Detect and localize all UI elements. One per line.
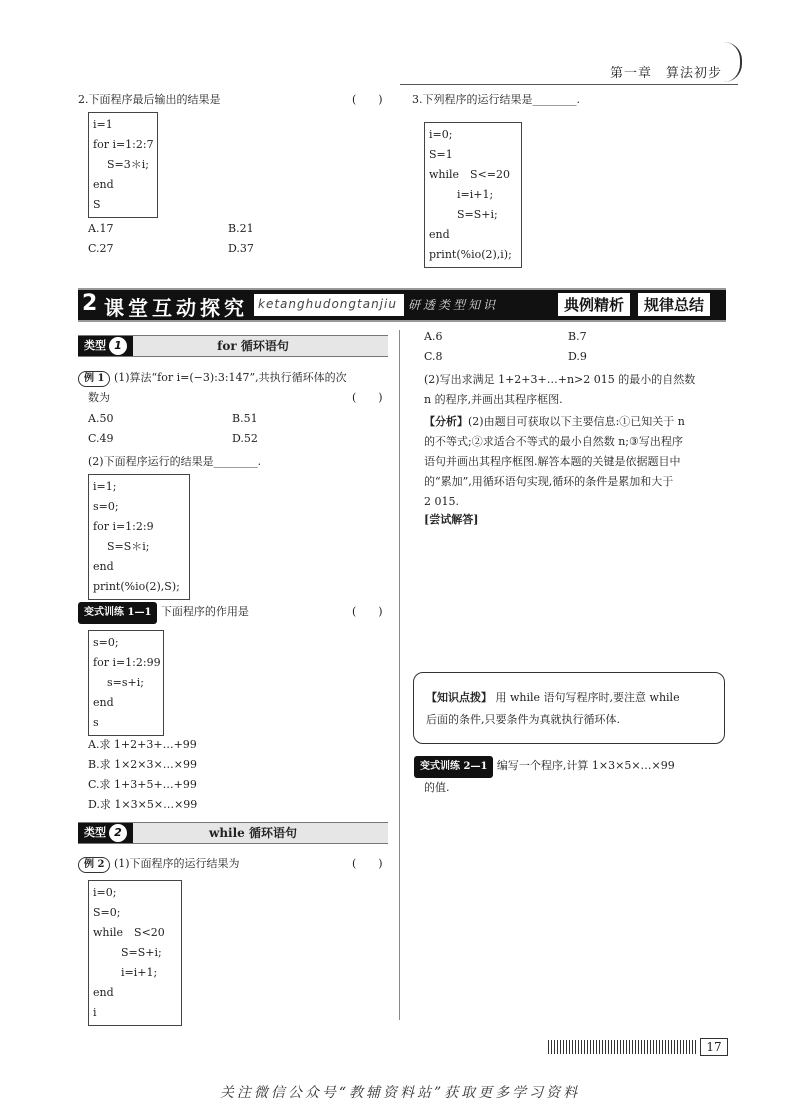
code-line: i=i+1;	[429, 188, 494, 201]
code-line: s	[93, 716, 99, 729]
chapter-title: 第一章 算法初步	[609, 66, 722, 81]
option-a: A.50	[88, 412, 114, 425]
code-line: i=1	[93, 118, 113, 131]
analysis-line4: 的“累加”,用循环语句实现,循环的条件是累加和大于	[424, 475, 674, 488]
code-line: while S<20	[93, 926, 165, 939]
option-b: B.求 1×2×3×…×99	[88, 758, 197, 771]
banner-pinyin-box	[254, 294, 404, 316]
analysis-line2: 的不等式;②求适合不等式的最小自然数 n;③写出程序	[424, 435, 683, 448]
example-1-line2: 数为	[88, 391, 110, 404]
code-line: i=0;	[93, 886, 117, 899]
code-line: i=i+1;	[93, 966, 158, 979]
code-line: for i=1:2:7	[93, 138, 154, 151]
header-curve-decoration	[724, 42, 742, 82]
option-b: B.51	[232, 412, 258, 425]
option-b: B.21	[228, 222, 254, 235]
training-label: 变式训练 1—1	[78, 602, 157, 624]
code-line: i=1;	[93, 480, 117, 493]
option-c: C.27	[88, 242, 114, 255]
option-d: D.求 1×3×5×…×99	[88, 798, 198, 811]
code-line: print(%io(2),S);	[93, 580, 180, 593]
option-a: A.求 1+2+3+…+99	[88, 738, 197, 751]
code-line: for i=1:2:9	[93, 520, 154, 533]
code-line: print(%io(2),i);	[429, 248, 512, 261]
tip-text: 【知识点拨】 用 while 语句写程序时,要注意 while 后面的条件,只要条件为真就执行循环体.	[426, 691, 680, 726]
column-divider	[399, 330, 400, 1020]
code-line: end	[93, 178, 114, 191]
banner-title: 课堂互动探究	[104, 296, 248, 320]
example-2-line1: 例 2 (1)下面程序的运行结果为	[78, 854, 240, 874]
code-line: S=3＊i;	[93, 158, 149, 171]
option-c: C.求 1+3+5+…+99	[88, 778, 197, 791]
example-2-part2-line2: n 的程序,并画出其程序框图.	[424, 393, 563, 406]
page-number: 17	[700, 1038, 728, 1056]
example-1-line1: 例 1 (1)算法“for i=(−3):3:147”,共执行循环体的次	[78, 368, 347, 388]
code-block-train11	[88, 630, 164, 736]
option-b: B.7	[568, 330, 587, 343]
option-c: C.8	[424, 350, 443, 363]
banner-tag-examples: 典例精析	[558, 293, 630, 316]
code-line: S=1	[429, 148, 453, 161]
answer-paren: ( )	[352, 857, 383, 870]
answer-paren: ( )	[352, 391, 383, 404]
code-line: end	[93, 986, 114, 999]
variant-training-2-1-line2: 的值.	[424, 781, 450, 794]
type-tag: 类型 2	[78, 823, 133, 843]
header-rule	[400, 84, 738, 85]
analysis-line5: 2 015.	[424, 495, 459, 508]
variant-training-1-1: 变式训练 1—1 下面程序的作用是	[78, 602, 249, 624]
option-a: A.17	[88, 222, 114, 235]
answer-paren: ( )	[352, 93, 383, 106]
section-banner	[78, 288, 726, 322]
section-title: while 循环语句	[209, 826, 297, 840]
section-type-1	[78, 335, 388, 357]
code-line: s=0;	[93, 500, 119, 513]
code-block-q3	[424, 122, 522, 268]
analysis-line3: 语句并画出其程序框图.解答本题的关键是依据题目中	[424, 455, 681, 468]
page-number-bar	[548, 1040, 696, 1054]
type-tag: 类型 1	[78, 336, 133, 356]
example-label: 例 2	[78, 857, 110, 873]
code-line: S=S+i;	[93, 946, 162, 959]
example-2-part2-line1: (2)写出求满足 1+2+3+…+n>2 015 的最小的自然数	[424, 373, 696, 386]
analysis-label: 【分析】	[424, 415, 468, 428]
type-number: 1	[109, 337, 127, 355]
code-line: while S<=20	[429, 168, 511, 181]
code-line: for i=1:2:99	[93, 656, 161, 669]
code-line: s=0;	[93, 636, 119, 649]
code-line: S=S＊i;	[93, 540, 150, 553]
option-d: D.9	[568, 350, 587, 363]
variant-training-2-1: 变式训练 2—1 编写一个程序,计算 1×3×5×…×99	[414, 756, 675, 778]
question-3: 3.下列程序的运行结果是________.	[412, 93, 580, 106]
option-d: D.37	[228, 242, 254, 255]
answer-paren: ( )	[352, 605, 383, 618]
footer-note: 关注微信公众号“教辅资料站”获取更多学习资料	[219, 1085, 581, 1101]
code-line: s=s+i;	[93, 676, 144, 689]
code-block-q2	[88, 112, 158, 218]
tip-label: 【知识点拨】	[426, 691, 492, 704]
code-line: S	[93, 198, 101, 211]
code-line: S=S+i;	[429, 208, 498, 221]
option-a: A.6	[424, 330, 443, 343]
code-line: i	[93, 1006, 97, 1019]
option-c: C.49	[88, 432, 114, 445]
section-type-2	[78, 822, 388, 844]
banner-pinyin: ketanghudongtanjiu	[258, 297, 397, 311]
banner-number: 2	[82, 291, 98, 316]
code-block-ex1	[88, 474, 190, 600]
example-label: 例 1	[78, 371, 110, 387]
code-line: end	[93, 560, 114, 573]
code-line: i=0;	[429, 128, 453, 141]
example-1-part2: (2)下面程序运行的结果是________.	[88, 455, 262, 468]
try-answer-label: [尝试解答]	[424, 513, 479, 526]
knowledge-tip-box	[413, 672, 725, 744]
code-line: S=0;	[93, 906, 121, 919]
question-2: 2.下面程序最后输出的结果是	[78, 93, 221, 106]
option-d: D.52	[232, 432, 258, 445]
analysis-line1: 【分析】(2)由题目可获取以下主要信息:①已知关于 n	[424, 415, 685, 428]
code-line: end	[93, 696, 114, 709]
code-block-ex2	[88, 880, 182, 1026]
training-label: 变式训练 2—1	[414, 756, 493, 778]
banner-tag-summary: 规律总结	[638, 293, 710, 316]
banner-subtitle: 研透类型知识	[408, 298, 499, 312]
section-title: for 循环语句	[217, 339, 289, 353]
type-number: 2	[109, 824, 127, 842]
code-line: end	[429, 228, 450, 241]
